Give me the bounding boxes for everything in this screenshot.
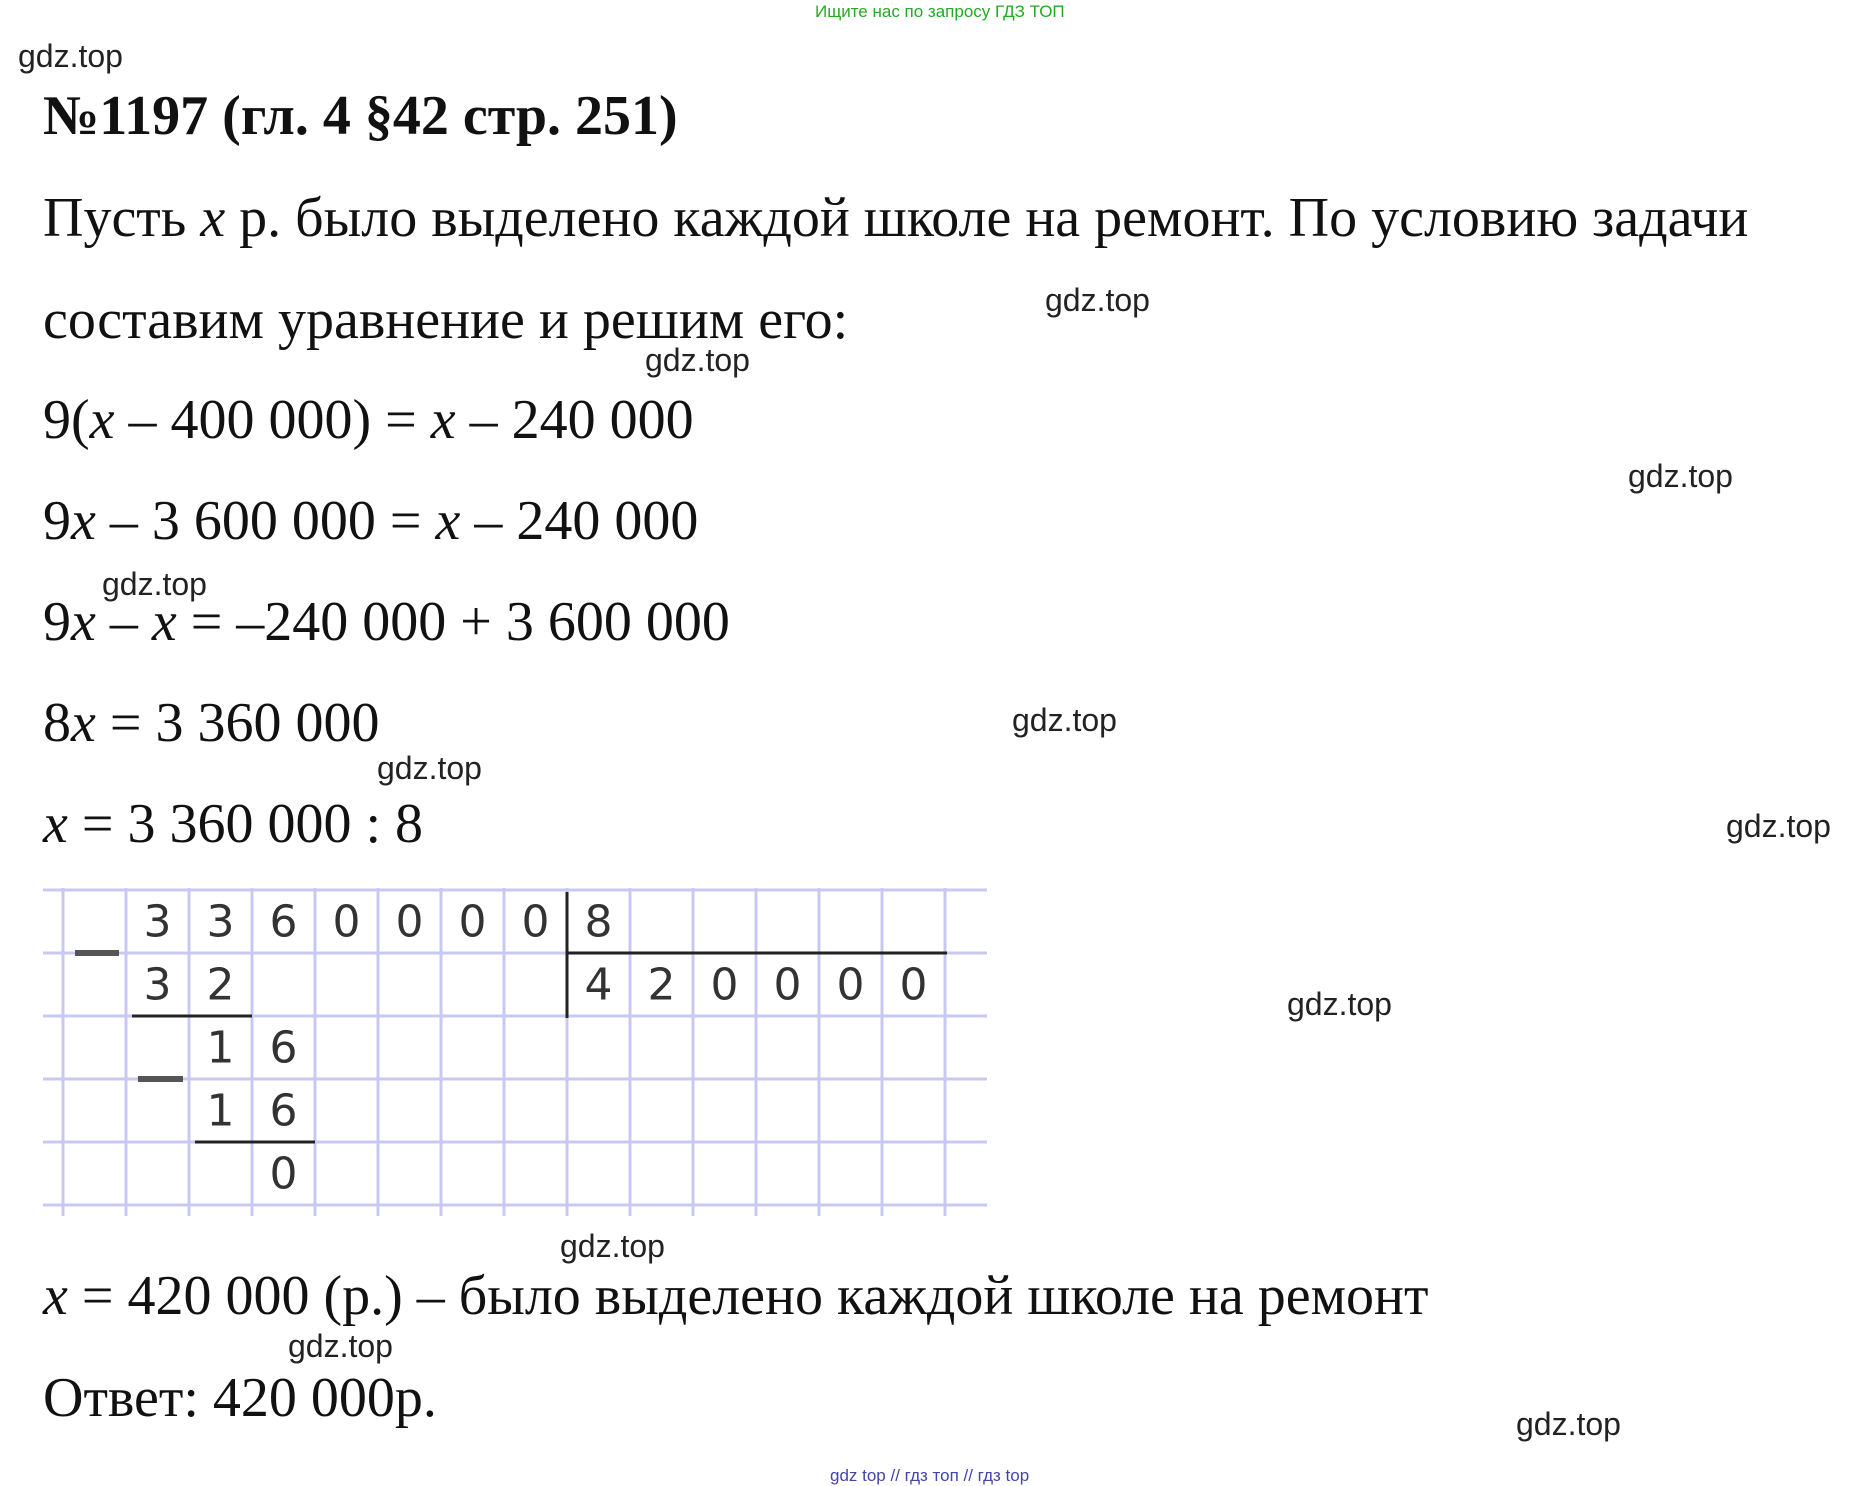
subtrahend-digit: 6 <box>269 1085 298 1137</box>
watermark: gdz.top <box>560 1228 665 1264</box>
equation-1 <box>43 389 694 451</box>
equation-5 <box>43 793 423 855</box>
eq-part: = 3 360 000 : 8 <box>67 793 423 855</box>
watermark: gdz.top <box>1726 808 1831 844</box>
eq-part: – 400 000) = <box>114 389 431 451</box>
watermark: gdz.top <box>1012 702 1117 738</box>
dividend-digit: 0 <box>458 896 487 948</box>
watermark: gdz.top <box>1628 458 1733 494</box>
watermark: gdz.top <box>377 750 482 786</box>
result-line <box>43 1265 1429 1327</box>
quotient-digit: 0 <box>773 959 802 1011</box>
variable-x: x <box>43 1265 68 1327</box>
equation-2 <box>43 490 699 552</box>
equation-3 <box>43 591 730 653</box>
grid-lines <box>43 888 987 1216</box>
quotient-digit: 0 <box>710 959 739 1011</box>
variable-x: x <box>151 591 177 653</box>
eq-part: 9 <box>43 591 71 653</box>
variable-x: x <box>71 490 96 552</box>
answer: Ответ: 420 000р. <box>43 1367 437 1429</box>
quotient-digit: 0 <box>836 959 865 1011</box>
subtrahend-digit: 2 <box>206 959 235 1011</box>
dividend-digit: 0 <box>395 896 424 948</box>
eq-part: – 240 000 <box>460 490 699 552</box>
watermark: gdz.top <box>288 1328 393 1364</box>
dividend-digit: 6 <box>269 896 298 948</box>
variable-x: x <box>430 389 456 451</box>
long-division-svg <box>43 888 987 1216</box>
watermark: gdz.top <box>1516 1406 1621 1442</box>
remainder-digit: 0 <box>269 1148 298 1200</box>
eq-part: 9 <box>43 490 71 552</box>
subtrahend-digit: 1 <box>206 1085 235 1137</box>
intro-text-b: р. было выделено каждой школе на ремонт. По условию задачи <box>225 187 1749 249</box>
result-text: = 420 000 (р.) – было выделено каждой школе на ремонт <box>67 1265 1429 1327</box>
watermark: gdz.top <box>1287 986 1392 1022</box>
eq-part: = –240 000 + 3 600 000 <box>176 591 730 653</box>
variable-x: x <box>71 692 96 754</box>
variable-x: x <box>200 187 226 249</box>
long-division-grid <box>43 888 987 1216</box>
equation-4 <box>43 692 380 754</box>
quotient-digit: 0 <box>899 959 928 1011</box>
digits <box>144 897 928 1200</box>
eq-part: – 240 000 <box>455 389 694 451</box>
subtrahend-digit: 3 <box>143 959 172 1011</box>
intro-line-1 <box>43 187 1749 249</box>
problem-title: №1197 (гл. 4 §42 стр. 251) <box>43 85 678 147</box>
quotient-digit: 4 <box>584 959 613 1011</box>
dividend-digit: 0 <box>521 896 550 948</box>
variable-x: x <box>71 591 96 653</box>
dividend-digit: 0 <box>332 896 361 948</box>
eq-part: 9( <box>43 389 90 451</box>
top-banner[interactable]: Ищите нас по запросу ГДЗ ТОП <box>815 2 1065 21</box>
variable-x: x <box>435 490 461 552</box>
watermark: gdz.top <box>645 342 750 378</box>
partial-digit: 6 <box>269 1022 298 1074</box>
divisor-digit: 8 <box>584 896 613 948</box>
eq-part: – 3 600 000 = <box>95 490 436 552</box>
eq-part: = 3 360 000 <box>95 692 380 754</box>
eq-part: 8 <box>43 692 71 754</box>
partial-digit: 1 <box>206 1022 235 1074</box>
intro-text-a: Пусть <box>43 187 201 249</box>
dividend-digit: 3 <box>143 896 172 948</box>
watermark: gdz.top <box>18 38 123 74</box>
quotient-digit: 2 <box>647 959 676 1011</box>
variable-x: x <box>43 793 68 855</box>
intro-line-2: составим уравнение и решим его: <box>43 289 849 351</box>
variable-x: x <box>89 389 115 451</box>
watermark: gdz.top <box>102 566 207 602</box>
dividend-digit: 3 <box>206 896 235 948</box>
footer-links[interactable]: gdz top // гдз топ // гдз top <box>830 1466 1030 1485</box>
watermark: gdz.top <box>1045 282 1150 318</box>
eq-part: – <box>95 591 152 653</box>
